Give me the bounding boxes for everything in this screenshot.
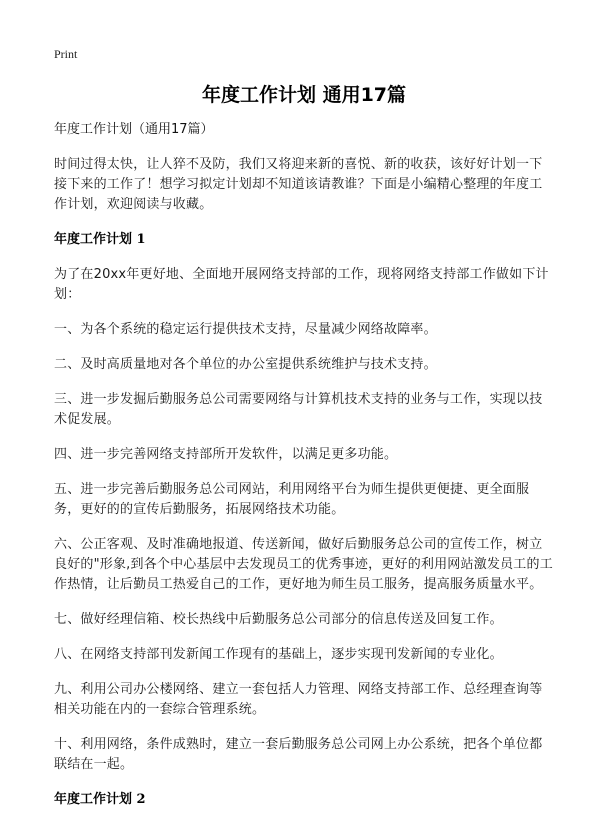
section-heading-2: 年度工作计划 2 [54, 792, 146, 807]
document-subtitle: 年度工作计划（通用17篇） [54, 122, 214, 137]
plan-item-10: 十、利用网络，条件成熟时，建立一套后勤服务总公司网上办公系统，把各个单位都联结在一起。 [54, 737, 543, 772]
plan-item-2: 二、及时高质量地对各个单位的办公室提供系统维护与技术支持。 [54, 357, 437, 372]
section-lead-paragraph: 为了在20xx年更好地、全面地开展网络支持部的工作，现将网络支持部工作做如下计划： [54, 267, 549, 302]
section-heading-1: 年度工作计划 1 [54, 232, 146, 247]
plan-item-6: 六、公正客观、及时准确地报道、传送新闻，做好后勤服务总公司的宣传工作，树立良好的"形象,到各个中心基层中去发现员工的优秀事迹，更好的利用网站激发员工的工作热情，让后勤员工热爱自己的工作，更好地为师生员工服务，提高服务质量水平。 [54, 537, 553, 592]
plan-item-1: 一、为各个系统的稳定运行提供技术支持，尽量减少网络故障率。 [54, 322, 437, 337]
print-label: Print [54, 47, 78, 61]
plan-item-8: 八、在网络支持部刊发新闻工作现有的基础上，逐步实现刊发新闻的专业化。 [54, 647, 503, 662]
plan-item-7: 七、做好经理信箱、校长热线中后勤服务总公司部分的信息传送及回复工作。 [54, 612, 503, 627]
document-body [54, 120, 554, 825]
plan-item-4: 四、进一步完善网络支持部所开发软件，以满足更多功能。 [54, 447, 398, 462]
plan-item-3: 三、进一步发掘后勤服务总公司需要网络与计算机技术支持的业务与工作，实现以技术促发展。 [54, 392, 543, 427]
page-title: 年度工作计划 通用17篇 [201, 84, 407, 106]
plan-item-9: 九、利用公司办公楼网络、建立一套包括人力管理、网络支持部工作、总经理查询等相关功能在内的一套综合管理系统。 [54, 682, 543, 717]
intro-paragraph: 时间过得太快，让人猝不及防，我们又将迎来新的喜悦、新的收获，该好好计划一下接下来的工作了！想学习拟定计划却不知道该请教谁？下面是小编精心整理的年度工作计划，欢迎阅读与收藏。 [54, 157, 543, 212]
plan-item-5: 五、进一步完善后勤服务总公司网站，利用网络平台为师生提供更便捷、更全面服务，更好的的宣传后勤服务，拓展网络技术功能。 [54, 482, 530, 517]
